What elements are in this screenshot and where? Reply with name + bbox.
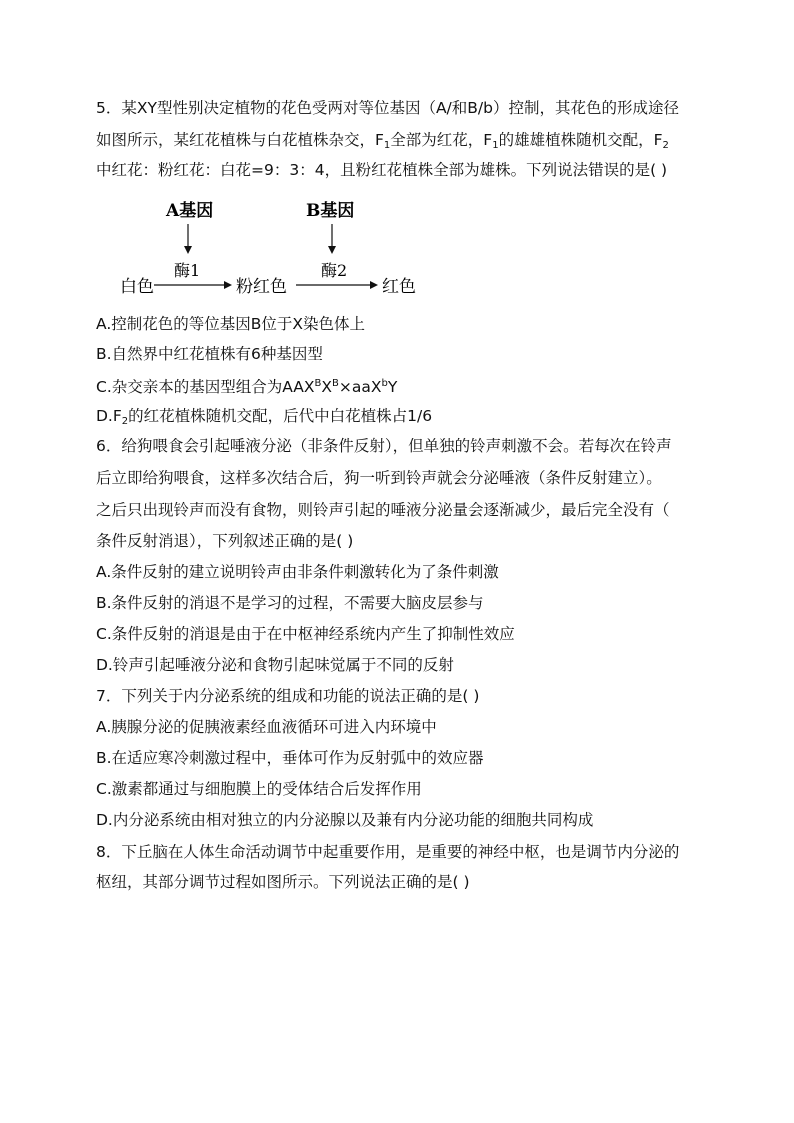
q5-stem-line3: 中红花：粉红花：白花=9：3：4，且粉红花植株全部为雄株。下列说法错误的是( ) xyxy=(96,161,668,179)
arrow-white-to-pink xyxy=(154,281,232,289)
q5-option-a[interactable]: A.控制花色的等位基因B位于X染色体上 xyxy=(96,315,366,333)
q6-stem-line1: 6．给狗喂食会引起唾液分泌（非条件反射），但单独的铃声刺激不会。若每次在铃声 xyxy=(96,437,672,455)
q6-stem-line2: 后立即给狗喂食，这样多次结合后，狗一听到铃声就会分泌唾液（条件反射建立）。 xyxy=(96,469,662,487)
flower-color-pathway-diagram xyxy=(110,196,430,306)
gene-b-label: B基因 xyxy=(306,201,355,221)
gene-b-arrow xyxy=(328,224,336,254)
red-label: 红色 xyxy=(382,277,416,297)
q8-stem-line1: 8．下丘脑在人体生命活动调节中起重要作用，是重要的神经中枢，也是调节内分泌的 xyxy=(96,843,680,861)
white-label: 白色 xyxy=(120,277,154,297)
q7-option-b[interactable]: B.在适应寒冷刺激过程中，垂体可作为反射弧中的效应器 xyxy=(96,749,484,767)
q7-stem: 7．下列关于内分泌系统的组成和功能的说法正确的是( ) xyxy=(96,687,480,705)
pink-label: 粉红色 xyxy=(236,277,287,297)
q5-stem-line1: 5．某XY型性别决定植物的花色受两对等位基因（A/和B/b）控制，其花色的形成途径 xyxy=(96,99,679,117)
q6-option-d[interactable]: D.铃声引起唾液分泌和食物引起味觉属于不同的反射 xyxy=(96,656,454,674)
q7-option-c[interactable]: C.激素都通过与细胞膜上的受体结合后发挥作用 xyxy=(96,780,422,798)
enzyme1-label: 酶1 xyxy=(174,261,201,280)
q6-option-a[interactable]: A.条件反射的建立说明铃声由非条件刺激转化为了条件刺激 xyxy=(96,563,499,581)
q5-option-c[interactable]: C.杂交亲本的基因型组合为$AAX^BX^B\times aaX^bY$ xyxy=(96,378,398,396)
q6-option-c[interactable]: C.条件反射的消退是由于在中枢神经系统内产生了抑制性效应 xyxy=(96,625,515,643)
gene-a-label: A基因 xyxy=(166,201,214,221)
q8-stem-line2: 枢纽，其部分调节过程如图所示。下列说法正确的是( ) xyxy=(96,873,470,891)
gene-a-arrow xyxy=(184,224,192,254)
q5-option-b[interactable]: B.自然界中红花植株有6种基因型 xyxy=(96,345,323,363)
q6-option-b[interactable]: B.条件反射的消退不是学习的过程，不需要大脑皮层参与 xyxy=(96,594,484,612)
arrow-pink-to-red xyxy=(296,281,378,289)
q7-option-a[interactable]: A.胰腺分泌的促胰液素经血液循环可进入内环境中 xyxy=(96,718,437,736)
enzyme2-label: 酶2 xyxy=(321,261,348,280)
q6-stem-line4: 条件反射消退），下列叙述正确的是( ) xyxy=(96,532,354,550)
q5-stem-line2: 如图所示，某红花植株与白花植株杂交，$F_1$全部为红花，$F_1$的雄雄植株随机交配，$F_2$ xyxy=(96,131,669,151)
q5-option-d[interactable]: $D.F_2$的红花植株随机交配，后代中白花植株占1/6 xyxy=(96,407,433,427)
q6-stem-line3: 之后只出现铃声而没有食物，则铃声引起的唾液分泌量会逐渐减少，最后完全没有（ xyxy=(96,501,670,519)
q7-option-d[interactable]: D.内分泌系统由相对独立的内分泌腺以及兼有内分泌功能的细胞共同构成 xyxy=(96,811,594,829)
